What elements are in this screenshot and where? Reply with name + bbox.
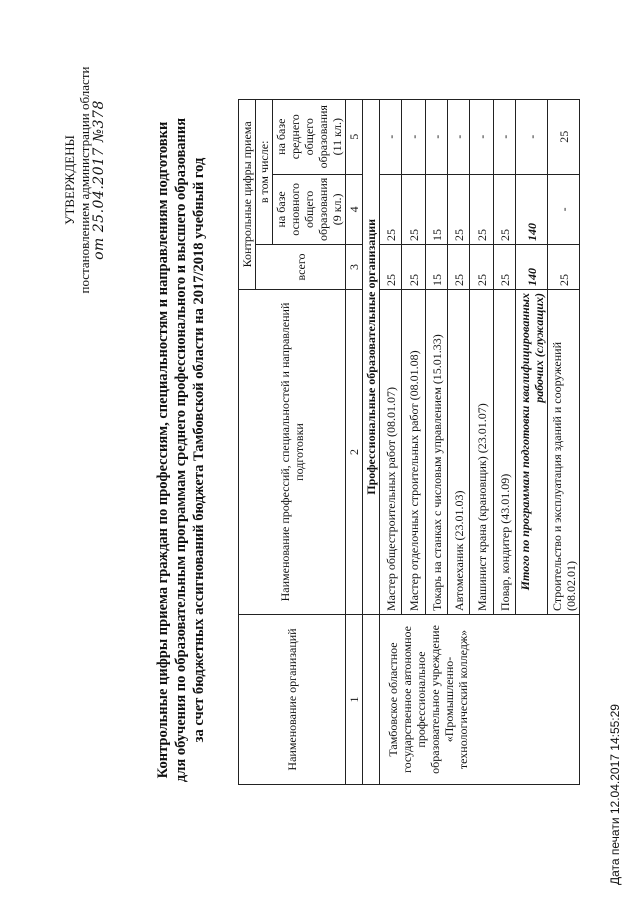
total-value: 25 bbox=[494, 245, 516, 290]
secondary-value: - bbox=[494, 99, 516, 174]
document-title bbox=[154, 55, 208, 845]
program-name: Автомеханик (23.01.03) bbox=[448, 290, 470, 615]
basic-value: 25 bbox=[448, 174, 470, 244]
total-value: 25 bbox=[380, 245, 402, 290]
program-name: Мастер отделочных строительных работ (08.01.08) bbox=[402, 290, 426, 615]
col-number-1: 1 bbox=[346, 615, 363, 785]
total-value: 25 bbox=[470, 245, 494, 290]
col-number-2: 2 bbox=[346, 290, 363, 615]
program-name: Строительство и эксплуатация зданий и сооружений (08.02.01) bbox=[548, 290, 580, 615]
col-number-3: 3 bbox=[346, 245, 363, 290]
title-line-3: за счет бюджетных ассигнований бюджета Тамбовской области на 2017/2018 учебный год bbox=[191, 157, 207, 743]
basic-value: - bbox=[548, 174, 580, 244]
basic-value: 25 bbox=[380, 174, 402, 244]
secondary-value: 25 bbox=[548, 99, 580, 174]
organization-name: Тамбовское областное государственное автономное профессиональное образовательное учреждение «Промышленно-технологический колледж» bbox=[380, 615, 580, 785]
header-basic-education: на базе основного общего образования (9 кл.) bbox=[273, 174, 346, 244]
header-total: всего bbox=[256, 245, 346, 290]
basic-value: 25 bbox=[402, 174, 426, 244]
subtotal-secondary: - bbox=[516, 99, 548, 174]
admission-table bbox=[238, 99, 580, 785]
program-name: Повар, кондитер (43.01.09) bbox=[494, 290, 516, 615]
header-program-name: Наименование профессий, специальностей и направлений подготовки bbox=[239, 290, 346, 615]
section-heading: Профессиональные образовательные организации bbox=[363, 99, 380, 614]
approval-stamp bbox=[62, 45, 107, 315]
program-name: Токарь на станках с числовым управлением (15.01.33) bbox=[426, 290, 448, 615]
secondary-value: - bbox=[470, 99, 494, 174]
approval-authority: постановлением администрации области bbox=[77, 66, 92, 294]
secondary-value: - bbox=[426, 99, 448, 174]
header-secondary-education: на базе среднего общего образования (11 кл.) bbox=[273, 99, 346, 174]
approval-date-number: от 25.04.2017 №378 bbox=[91, 100, 107, 260]
secondary-value: - bbox=[402, 99, 426, 174]
subtotal-basic: 140 bbox=[516, 174, 548, 244]
col-number-5: 5 bbox=[346, 99, 363, 174]
basic-value: 25 bbox=[494, 174, 516, 244]
basic-value: 15 bbox=[426, 174, 448, 244]
section-spacer bbox=[363, 615, 380, 785]
approval-heading: УТВЕРЖДЕНЫ bbox=[62, 135, 77, 225]
header-control-figures: Контрольные цифры приема bbox=[239, 99, 256, 289]
program-name: Мастер общестроительных работ (08.01.07) bbox=[380, 290, 402, 615]
total-value: 25 bbox=[448, 245, 470, 290]
title-line-2: для обучения по образовательным программам среднего профессионального и высшего образования bbox=[173, 117, 189, 783]
header-including: в том числе: bbox=[256, 99, 273, 244]
basic-value: 25 bbox=[470, 174, 494, 244]
print-date: Дата печати 12.04.2017 14:55:29 bbox=[608, 704, 622, 885]
secondary-value: - bbox=[380, 99, 402, 174]
total-value: 25 bbox=[402, 245, 426, 290]
program-name: Машинист крана (крановщик) (23.01.07) bbox=[470, 290, 494, 615]
subtotal-total: 140 bbox=[516, 245, 548, 290]
col-number-4: 4 bbox=[346, 174, 363, 244]
subtotal-label: Итого по программам подготовки квалифицированных рабочих (служащих) bbox=[516, 290, 548, 615]
secondary-value: - bbox=[448, 99, 470, 174]
total-value: 25 bbox=[548, 245, 580, 290]
header-organization: Наименование организаций bbox=[239, 615, 346, 785]
title-line-1: Контрольные цифры приема граждан по профессиям, специальностям и направлениям подготовки bbox=[155, 121, 171, 779]
total-value: 15 bbox=[426, 245, 448, 290]
